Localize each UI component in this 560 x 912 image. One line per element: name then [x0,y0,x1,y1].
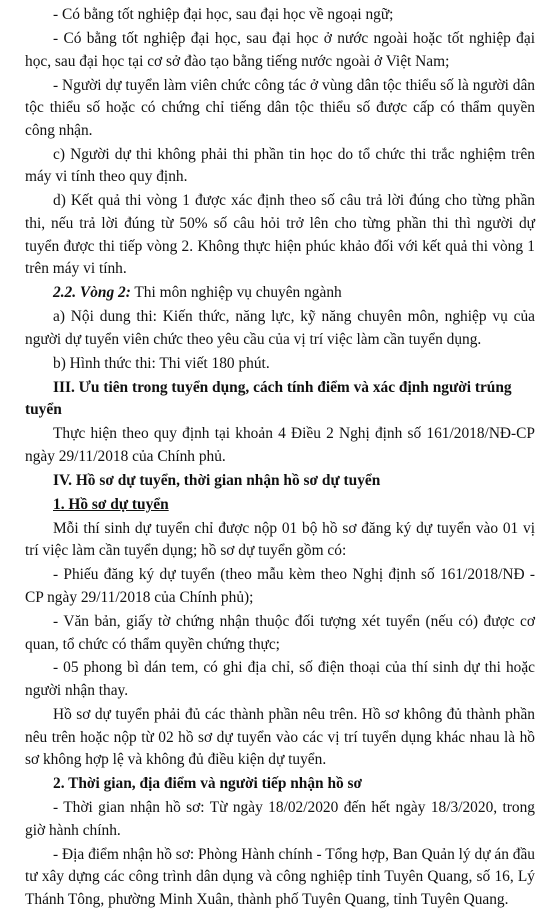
paragraph-iv1-validity: Hồ sơ dự tuyển phải đủ các thành phần nêu trên. Hồ sơ không đủ thành phần nêu trên hoặc nộp từ 02 hồ sơ dự tuyển vào các vị trí tuyển dụng khác nhau là hồ sơ không hợp lệ và không đủ điều kiện dự tuyển. [25,706,535,769]
section-heading-iii: III. Ưu tiên trong tuyển dụng, cách tính điểm và xác định người trúng tuyển [25,378,512,419]
paragraph-ethnic-minority: - Người dự tuyển làm viên chức công tác ở vùng dân tộc thiểu số là người dân tộc thiểu số hoặc có chứng chỉ tiếng dân tộc thiểu số được cấp có thẩm quyền công nhận. [25,76,535,139]
paragraph-c-no-it-test: c) Người dự thi không phải thi phần tin học do tổ chức thi trắc nghiệm trên máy vi tính theo quy định. [25,145,535,186]
paragraph-iv2-location: - Địa điểm nhận hồ sơ: Phòng Hành chính - Tổng hợp, Ban Quản lý dự án đầu tư xây dựng các công trình dân dụng và công nghiệp tỉnh Tuyên Quang, số 16, Lý Thánh Tông, phường Minh Xuân, thành phố Tuyên Quang, tỉnh Tuyên Quang. [25,845,535,908]
paragraph-foreign-language-degree: - Có bằng tốt nghiệp đại học, sau đại học về ngoại ngữ; [53,6,394,23]
round2-line [25,282,535,305]
paragraph-iv1-documents: - Văn bản, giấy tờ chứng nhận thuộc đối tượng xét tuyển (nếu có) được cơ quan, tổ chức có thẩm quyền chứng thực; [25,612,535,653]
paragraph-foreign-study: - Có bằng tốt nghiệp đại học, sau đại học ở nước ngoài hoặc tốt nghiệp đại học, sau đại học tại cơ sở đào tạo bằng tiếng nước ngoài ở Việt Nam; [25,29,535,70]
round2-label: 2.2. Vòng 2: [53,284,131,302]
paragraph-iv2-time: - Thời gian nhận hồ sơ: Từ ngày 18/02/2020 đến hết ngày 18/3/2020, trong giờ hành chính. [25,799,535,839]
subheading-iv-1: 1. Hồ sơ dự tuyển [53,495,169,513]
paragraph-round2-content: a) Nội dung thi: Kiến thức, năng lực, kỹ năng chuyên môn, nghiệp vụ của người dự tuyển viên chức theo yêu cầu của vị trí việc làm cần tuyển dụng. [25,308,535,348]
paragraph-iv1-envelopes: - 05 phong bì dán tem, có ghi địa chỉ, số điện thoại của thí sinh dự thi hoặc người nhận thay. [25,659,535,700]
paragraph-d-round1-result: d) Kết quả thi vòng 1 được xác định theo số câu trả lời đúng cho từng phần thi, nếu trả lời đúng từ 50% số câu hỏi trở lên cho từng phần thi thì người dự tuyển được thi tiếp vòng 2. Không thực hiện phúc khảo đối với kết quả thi vòng 1 trên máy vi tính. [25,192,535,278]
subheading-iv-2: 2. Thời gian, địa điểm và người tiếp nhận hồ sơ [53,775,363,793]
round2-text: Thi môn nghiệp vụ chuyên ngành [130,284,342,302]
section-heading-iv: IV. Hồ sơ dự tuyển, thời gian nhận hồ sơ dự tuyển [53,471,381,489]
paragraph-iv1-form: - Phiếu đăng ký dự tuyển (theo mẫu kèm theo Nghị định số 161/2018/NĐ - CP ngày 29/11/2018 của Chính phủ); [25,566,535,606]
paragraph-iii-body: Thực hiện theo quy định tại khoản 4 Điều 2 Nghị định số 161/2018/NĐ-CP ngày 29/11/2018 của Chính phủ. [25,425,535,465]
paragraph-iv1-intro: Mỗi thí sinh dự tuyển chỉ được nộp 01 bộ hồ sơ đăng ký dự tuyển vào 01 vị trí việc làm cần tuyển dụng; hồ sơ dự tuyển gồm có: [25,519,535,560]
paragraph-round2-format: b) Hình thức thi: Thi viết 180 phút. [53,354,270,372]
